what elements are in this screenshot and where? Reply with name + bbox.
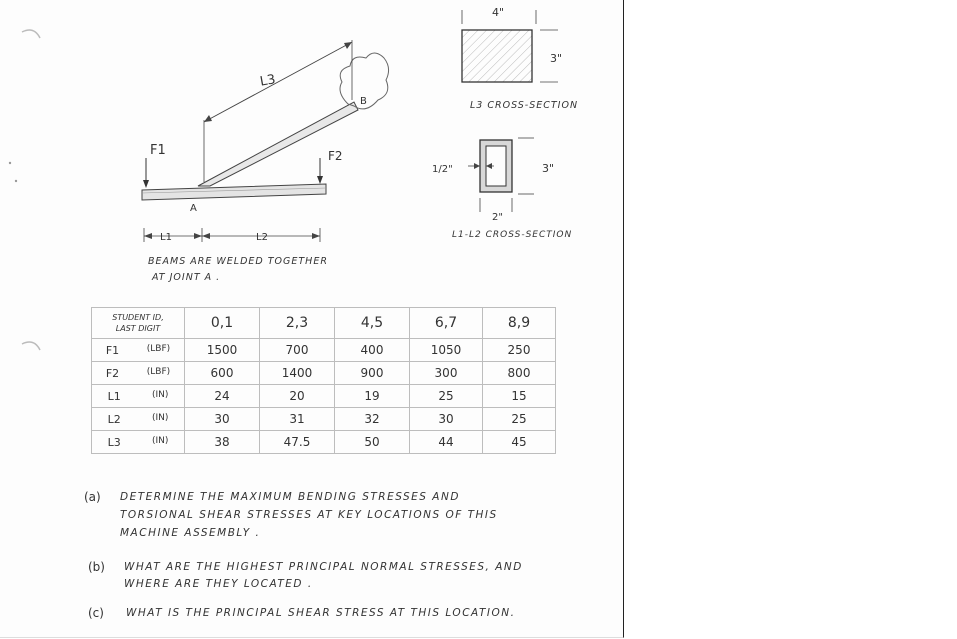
row-name: L2: [107, 412, 121, 426]
question-b-line1: WHAT ARE THE HIGHEST PRINCIPAL NORMAL STRESSES, AND: [124, 561, 523, 573]
table-cell: 25: [483, 408, 556, 431]
question-a-line1: DETERMINE THE MAXIMUM BENDING STRESSES AND: [120, 491, 460, 503]
row-unit: (IN): [151, 435, 169, 446]
wall-thickness-label: 1/2": [432, 164, 453, 175]
label-a: A: [190, 203, 197, 214]
table-header-row: [92, 308, 556, 339]
table-cell: 44: [410, 431, 483, 454]
table-cell: 15: [483, 385, 556, 408]
table-cell: 30: [185, 408, 260, 431]
row-unit: (IN): [151, 389, 169, 400]
label-f2: F2: [328, 149, 343, 163]
table-cell: 45: [483, 431, 556, 454]
student-data-table: [91, 307, 556, 454]
label-l2: L2: [256, 232, 268, 243]
table-cell: 50: [335, 431, 410, 454]
label-b: B: [360, 96, 367, 107]
column-header: 4,5: [335, 308, 410, 339]
l3-section-caption: L3 CROSS-SECTION: [470, 100, 579, 111]
table-cell: 25: [410, 385, 483, 408]
l1-l2-height-label: 3": [542, 162, 555, 175]
beam-l3: [198, 102, 358, 186]
table-cell: 1050: [410, 339, 483, 362]
row-unit: (LBF): [146, 366, 171, 377]
table-row: [92, 362, 556, 385]
row-name: L3: [107, 435, 121, 449]
table-cell: 250: [483, 339, 556, 362]
label-l1: L1: [160, 232, 172, 243]
question-a-label: (a): [84, 490, 101, 504]
binder-holes: [0, 0, 60, 639]
l3-width-label: 4": [492, 6, 505, 19]
table-corner-header: [92, 308, 185, 339]
l1-l2-section-caption: L1-L2 CROSS-SECTION: [452, 230, 573, 240]
table-cell: 38: [185, 431, 260, 454]
table-cell: 31: [260, 408, 335, 431]
column-header: 0,1: [185, 308, 260, 339]
row-name: F2: [105, 366, 120, 380]
l3-height-label: 3": [550, 52, 563, 65]
table-cell: 800: [483, 362, 556, 385]
l3-dimension-line: [204, 42, 352, 122]
l1-l2-width-label: 2": [492, 212, 503, 223]
beam-assembly-drawing: [130, 30, 390, 250]
label-f1: F1: [150, 143, 166, 158]
row-unit: (IN): [151, 412, 169, 423]
question-b-label: (b): [88, 560, 105, 574]
row-name: L1: [107, 389, 121, 403]
table-cell: 32: [335, 408, 410, 431]
table-cell: 24: [185, 385, 260, 408]
column-header: 8,9: [483, 308, 556, 339]
weld-note-line2: AT JOINT A .: [152, 272, 221, 283]
question-b-line2: WHERE ARE THEY LOCATED .: [124, 578, 313, 590]
question-c-label: (c): [88, 606, 104, 620]
question-c-line1: WHAT IS THE PRINCIPAL SHEAR STRESS AT THIS LOCATION.: [126, 607, 516, 619]
student-id-label: STUDENT ID,: [112, 313, 164, 322]
last-digit-label: LAST DIGIT: [115, 324, 161, 333]
l1-l2-cross-section: [420, 128, 570, 228]
table-row: [92, 431, 556, 454]
table-cell: 1500: [185, 339, 260, 362]
label-l3: L3: [258, 72, 277, 90]
table-row: [92, 408, 556, 431]
table-cell: 1400: [260, 362, 335, 385]
table-cell: 47.5: [260, 431, 335, 454]
table-cell: 20: [260, 385, 335, 408]
question-a-line2: TORSIONAL SHEAR STRESSES AT KEY LOCATIONS OF THIS: [120, 509, 498, 521]
table-row: [92, 339, 556, 362]
question-a-line3: MACHINE ASSEMBLY .: [120, 527, 261, 539]
table-cell: 19: [335, 385, 410, 408]
weld-note-line1: BEAMS ARE WELDED TOGETHER: [148, 256, 328, 267]
table-cell: 900: [335, 362, 410, 385]
table-cell: 30: [410, 408, 483, 431]
column-header: 6,7: [410, 308, 483, 339]
table-cell: 600: [185, 362, 260, 385]
table-cell: 400: [335, 339, 410, 362]
table-cell: 300: [410, 362, 483, 385]
column-header: 2,3: [260, 308, 335, 339]
row-name: F1: [105, 343, 120, 357]
table-row: [92, 385, 556, 408]
row-unit: (LBF): [146, 343, 171, 354]
l3-solid-section: [462, 30, 532, 82]
table-cell: 700: [260, 339, 335, 362]
